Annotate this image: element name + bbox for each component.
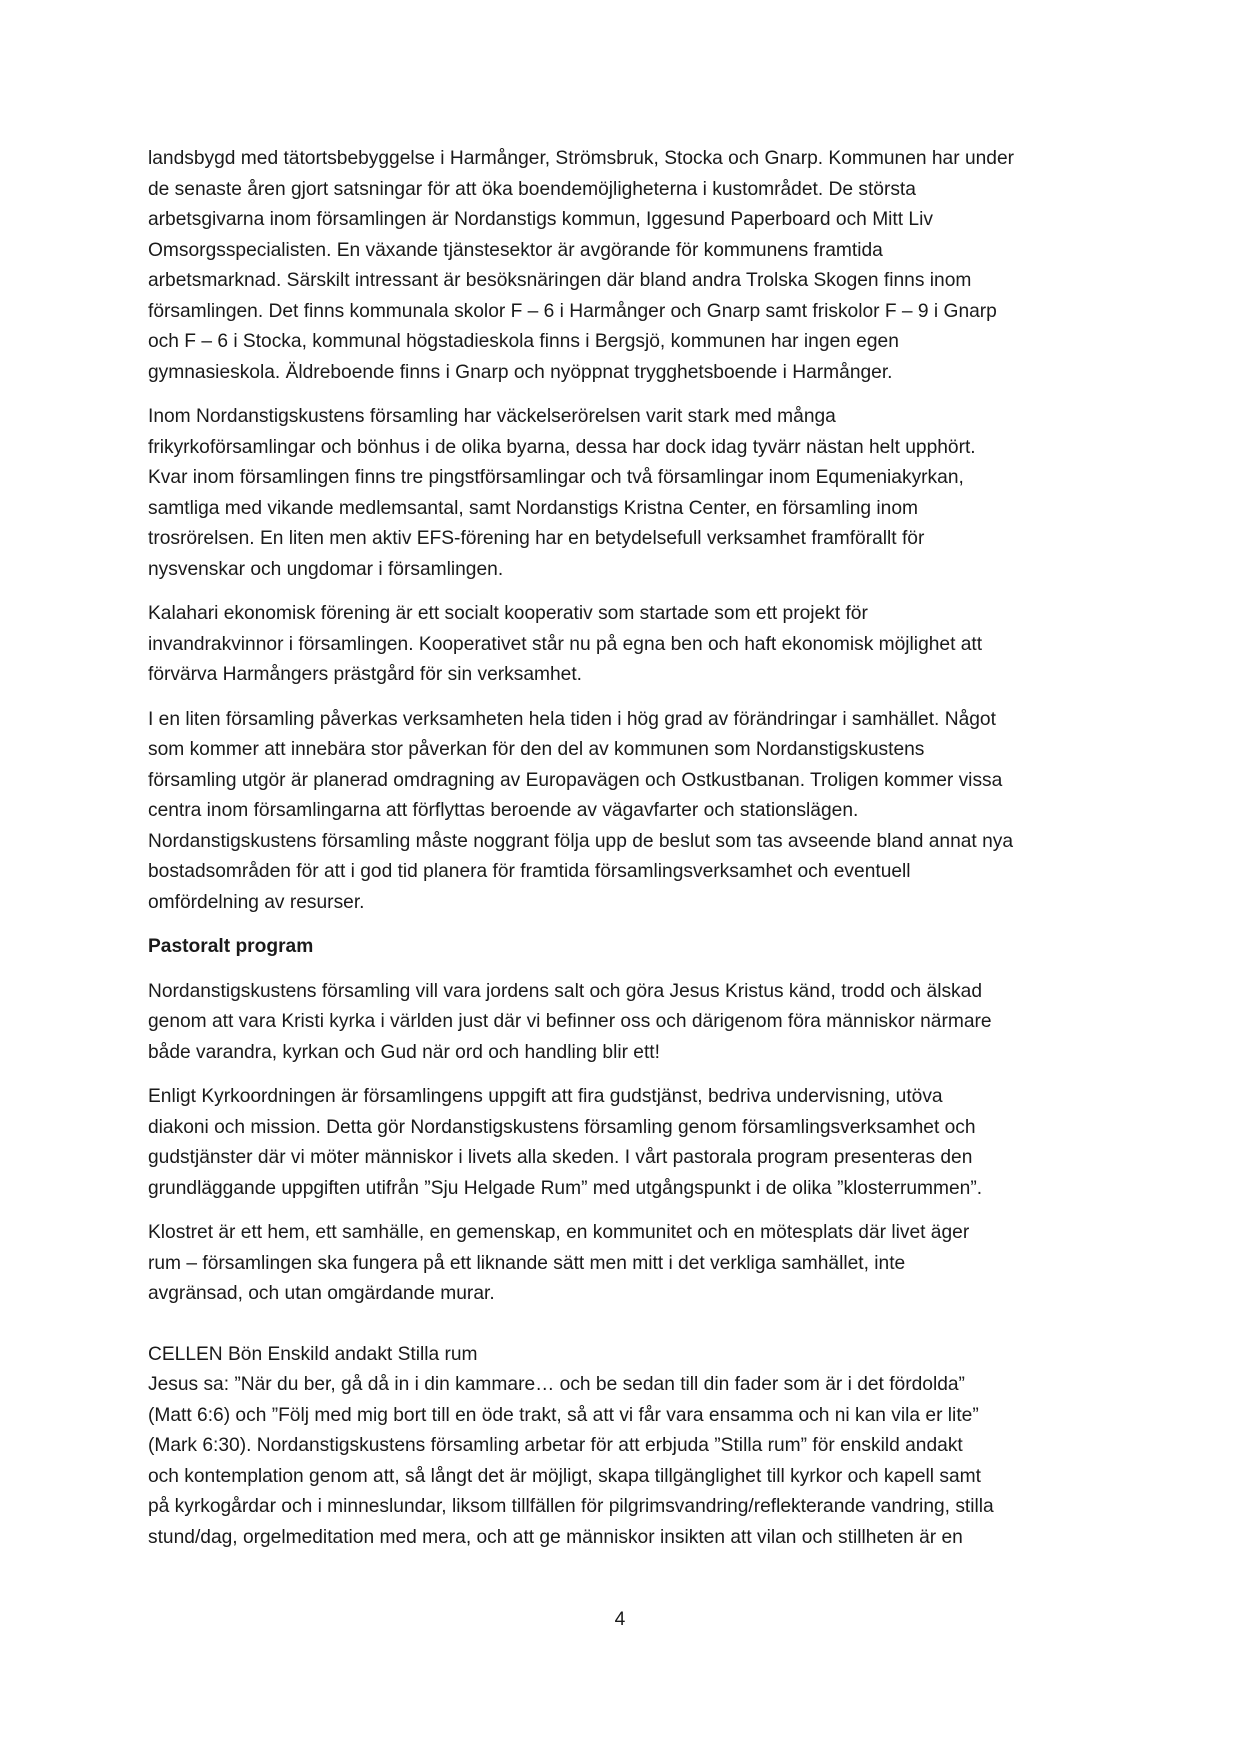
text-line: arbetsgivarna inom församlingen är Nordanstigs kommun, Iggesund Paperboard och Mitt Liv	[148, 209, 933, 230]
text-line: bostadsområden för att i god tid planera för framtida församlingsverksamhet och eventuell	[148, 861, 911, 882]
text-line: Kvar inom församlingen finns tre pingstförsamlingar och två församlingar inom Equmeniakyrkan,	[148, 467, 964, 488]
paragraph-church-order	[148, 1082, 1098, 1204]
cellen-title-line: CELLEN Bön Enskild andakt Stilla rum	[148, 1343, 478, 1365]
text-line: Inom Nordanstigskustens församling har väckelserörelsen varit stark med många	[148, 406, 836, 427]
text-line: (Matt 6:6) och ”Följ med mig bort till en öde trakt, så att vi får vara ensamma och ni kan vila er lite”	[148, 1404, 979, 1426]
text-line: Klostret är ett hem, ett samhälle, en gemenskap, en kommunitet och en mötesplats där livet äger	[148, 1222, 970, 1243]
text-line: gymnasieskola. Äldreboende finns i Gnarp och nyöppnat trygghetsboende i Harmånger.	[148, 361, 893, 383]
text-line: Kalahari ekonomisk förening är ett socialt kooperativ som startade som ett projekt för	[148, 603, 868, 624]
text-line: och kontemplation genom att, så långt det är möjligt, skapa tillgänglighet till kyrkor och kapell samt	[148, 1465, 981, 1487]
document-page	[148, 144, 1098, 1567]
text-line: som kommer att innebära stor påverkan för den del av kommunen som Nordanstigskustens	[148, 739, 925, 760]
paragraph-society-changes	[148, 705, 1098, 919]
section-heading-pastoral-program: Pastoralt program	[148, 936, 314, 957]
text-line: centra inom församlingarna att förflyttas beroende av vägavfarter och stationslägen.	[148, 800, 859, 821]
paragraph-kalahari	[148, 599, 1098, 691]
text-line: Jesus sa: ”När du ber, gå då in i din kammare… och be sedan till din fader som är i det fördolda”	[148, 1374, 965, 1395]
text-line: grundläggande uppgiften utifrån ”Sju Helgade Rum” med utgångspunkt i de olika ”klosterrummen”.	[148, 1177, 983, 1199]
text-line: nysvenskar och ungdomar i församlingen.	[148, 558, 504, 580]
text-line: både varandra, kyrkan och Gud när ord och handling blir ett!	[148, 1041, 660, 1063]
text-line: församling utgör är planerad omdragning av Europavägen och Ostkustbanan. Troligen kommer vissa	[148, 769, 1003, 791]
text-line: Nordanstigskustens församling vill vara jordens salt och göra Jesus Kristus känd, trodd och älskad	[148, 980, 982, 1002]
text-line: samtliga med vikande medlemsantal, samt Nordanstigs Kristna Center, en församling inom	[148, 497, 918, 519]
text-line: och F – 6 i Stocka, kommunal högstadieskola finns i Bergsjö, kommunen har ingen egen	[148, 331, 899, 352]
text-line: landsbygd med tätortsbebyggelse i Harmånger, Strömsbruk, Stocka och Gnarp. Kommunen har under	[148, 148, 1015, 169]
text-line: Enligt Kyrkoordningen är församlingens uppgift att fira gudstjänst, bedriva undervisning, utöva	[148, 1086, 943, 1107]
text-line: Omsorgsspecialisten. En växande tjänstesektor är avgörande för kommunens framtida	[148, 239, 883, 261]
paragraph-cellen	[148, 1340, 1098, 1554]
text-line: invandrakvinnor i församlingen. Kooperativet står nu på egna ben och haft ekonomisk möjlighet att	[148, 633, 983, 655]
text-line: rum – församlingen ska fungera på ett liknande sätt men mitt i det verkliga samhället, inte	[148, 1252, 906, 1274]
text-line: I en liten församling påverkas verksamheten hela tiden i hög grad av förändringar i samhället. Något	[148, 708, 996, 730]
paragraph-mission	[148, 977, 1098, 1069]
text-line: diakoni och mission. Detta gör Nordanstigskustens församling genom församlingsverksamhet och	[148, 1116, 976, 1138]
page-number: 4	[614, 1609, 626, 1630]
text-line: stund/dag, orgelmeditation med mera, och att ge människor insikten att vilan och stillheten är en	[148, 1526, 963, 1548]
section-spacer	[148, 1310, 1098, 1340]
text-line: frikyrkoförsamlingar och bönhus i de olika byarna, dessa har dock idag tyvärr nästan helt upphört.	[148, 436, 976, 458]
text-line: avgränsad, och utan omgärdande murar.	[148, 1283, 495, 1304]
text-line: arbetsmarknad. Särskilt intressant är besöksnäringen där bland andra Trolska Skogen finns inom	[148, 270, 972, 291]
text-line: förvärva Harmångers prästgård för sin verksamhet.	[148, 664, 583, 685]
text-line: (Mark 6:30). Nordanstigskustens församling arbetar för att erbjuda ”Stilla rum” för enskild andakt	[148, 1435, 963, 1456]
text-line: trosrörelsen. En liten men aktiv EFS-förening har en betydelsefull verksamhet framförallt för	[148, 528, 925, 549]
text-line: församlingen. Det finns kommunala skolor F – 6 i Harmånger och Gnarp samt friskolor F – 9 i Gnarp	[148, 300, 997, 322]
text-line: på kyrkogårdar och i minneslundar, liksom tillfällen för pilgrimsvandring/reflekterande vandring, stilla	[148, 1496, 994, 1517]
text-line: Nordanstigskustens församling måste noggrant följa upp de beslut som tas avseende bland annat nya	[148, 830, 1014, 852]
paragraph-community	[148, 144, 1098, 388]
paragraph-monastery	[148, 1218, 1098, 1310]
text-line: de senaste åren gjort satsningar för att öka boendemöjligheterna i kustområdet. De största	[148, 178, 916, 200]
text-line: gudstjänster där vi möter människor i livets alla skeden. I vårt pastorala program presenteras den	[148, 1147, 973, 1168]
paragraph-revival-movement	[148, 402, 1098, 585]
text-line: omfördelning av resurser.	[148, 891, 365, 913]
text-line: genom att vara Kristi kyrka i världen just där vi befinner oss och därigenom föra människor närmare	[148, 1011, 992, 1032]
